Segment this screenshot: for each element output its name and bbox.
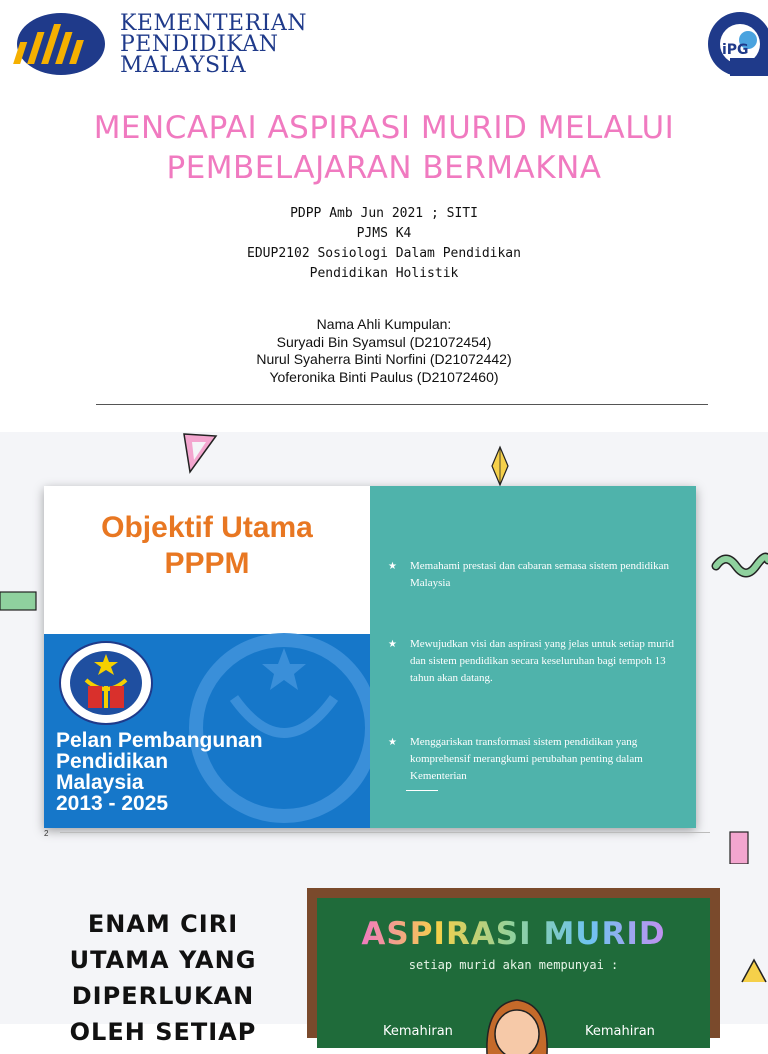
slide1-subtitle — [0, 204, 768, 284]
heading-line: ENAM CIRI — [87, 910, 239, 938]
objective-text: Menggariskan transformasi sistem pendidikan yang komprehensif merangkumi perubahan penting dalam Kementerian — [410, 736, 643, 782]
pelan-line: Pelan Pembangunan — [56, 729, 263, 752]
pelan-line: Pendidikan — [56, 750, 169, 773]
card-title — [44, 510, 370, 582]
star-icon: ★ — [388, 737, 397, 748]
board-subtitle: setiap murid akan mempunyai : — [408, 958, 619, 972]
yellow-arrow-doodle-icon — [740, 956, 768, 986]
card-title-line1: Objektif Utama — [101, 511, 313, 544]
objective-item — [388, 734, 688, 785]
slide1-title — [0, 108, 768, 188]
title-line1: MENCAPAI ASPIRASI MURID MELALUI — [93, 110, 675, 146]
green-squiggle-doodle-icon — [712, 550, 768, 584]
slide3-heading — [50, 906, 276, 1050]
aspiration-item-right: Kemahiran — [585, 1024, 655, 1039]
star-icon: ★ — [388, 639, 397, 650]
objective-underline — [406, 790, 438, 791]
kpm-logo-text — [120, 10, 307, 78]
objectives-panel — [370, 486, 696, 828]
heading-line: OLEH SETIAP — [69, 1018, 257, 1046]
pelan-panel — [44, 634, 370, 828]
objective-item — [388, 558, 688, 592]
kpm-line2: PENDIDIKAN — [120, 31, 279, 57]
pelan-line: Malaysia — [56, 771, 144, 794]
members-heading: Nama Ahli Kumpulan: — [316, 316, 452, 332]
kpm-line1: KEMENTERIAN — [120, 10, 307, 36]
green-block-doodle-icon — [0, 588, 40, 614]
subtitle-line: PJMS K4 — [356, 226, 412, 241]
heading-line: DIPERLUKAN — [71, 982, 255, 1010]
heading-line: UTAMA YANG — [69, 946, 257, 974]
objective-text: Memahami prestasi dan cabaran semasa sistem pendidikan Malaysia — [410, 560, 670, 589]
subtitle-line: EDUP2102 Sosiologi Dalam Pendidikan — [247, 246, 521, 261]
kpm-logo-icon — [16, 12, 106, 76]
pppm-card — [44, 486, 696, 828]
member-item: Yoferonika Binti Paulus (D21072460) — [269, 368, 499, 385]
slide-number: 2 — [44, 829, 49, 838]
board-title — [317, 916, 710, 952]
slide-1 — [0, 0, 768, 432]
card-title-line2: PPPM — [164, 547, 250, 580]
member-item: Suryadi Bin Syamsul (D21072454) — [276, 333, 492, 350]
aspiration-item-left: Kemahiran — [383, 1024, 453, 1039]
pink-block-doodle-icon — [728, 830, 750, 864]
chalkboard — [307, 888, 720, 1038]
pink-triangle-doodle-icon — [180, 432, 220, 476]
pelan-line: 2013 - 2025 — [56, 792, 169, 815]
crystal-doodle-icon — [490, 446, 510, 486]
chalkboard-surface — [317, 898, 710, 1048]
slide-2 — [0, 432, 768, 864]
ipg-logo-icon — [700, 8, 768, 76]
ipg-text: iPG — [722, 42, 749, 58]
slide-divider — [60, 832, 710, 833]
card-title-panel — [44, 486, 370, 634]
title-line2: PEMBELAJARAN BERMAKNA — [166, 150, 602, 186]
objective-item — [388, 636, 688, 687]
star-icon: ★ — [388, 561, 397, 572]
kpm-line3: MALAYSIA — [120, 52, 247, 78]
student-face-icon — [477, 994, 557, 1054]
member-item: Nurul Syaherra Binti Norfini (D21072442) — [256, 351, 512, 367]
divider — [96, 404, 708, 405]
pelan-text — [56, 730, 263, 814]
board-title-text: ASPIRASI MURID — [361, 916, 666, 952]
subtitle-line: PDPP Amb Jun 2021 ; SITI — [290, 206, 478, 221]
kpm-logo — [8, 6, 338, 82]
slide-3 — [0, 864, 768, 1046]
subtitle-line: Pendidikan Holistik — [309, 266, 459, 281]
kpm-emblem-icon — [58, 640, 154, 726]
objective-text: Mewujudkan visi dan aspirasi yang jelas untuk setiap murid dan sistem pendidikan secara keseluruhan bagi tempoh 13 tahun akan datang. — [410, 638, 674, 684]
member-list — [0, 316, 768, 386]
